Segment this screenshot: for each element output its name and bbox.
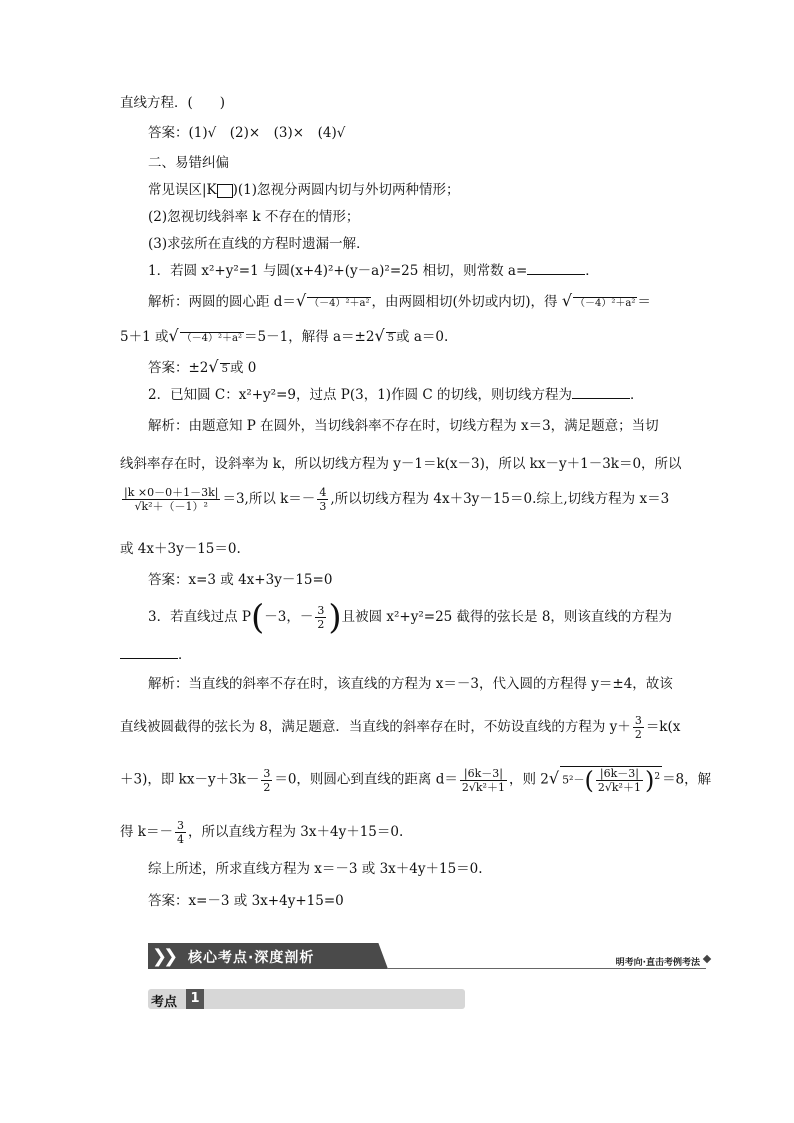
fraction: $\frac{3}{2}$ (317, 604, 325, 631)
solution-3-line: 解析：当直线的斜率不存在时，该直线的方程为 x＝－3，代入圆的方程得 y＝±4，故该 (148, 676, 673, 692)
solution-3-line: 直线被圆截得的弦长为 8，满足题意．当直线的斜率存在时，不妨设直线的方程为 y＋ $\frac{3}{2}$ ＝k(x (120, 714, 681, 741)
answer-line: 答案：(1)√ (2)× (3)× (4)√ (148, 125, 346, 141)
kaodian-number: 1 (186, 989, 204, 1009)
diamond-icon (703, 955, 711, 963)
text-line: 直线方程．( ) (120, 95, 226, 111)
solution-2-line: 或 4x＋3y－15＝0. (120, 541, 241, 557)
fraction: $\frac{|6k-3|}{\text{2√k²＋1}}$ (597, 767, 641, 794)
solution-3-line: ＋3)，即 kx－y＋3k－ $\frac{3}{2}$ ＝0，则圆心到直线的距离 d＝ $\frac{|6k-3|}{\text{2√k²＋1}}$ ，则 2√ 5²－( $\frac{|6k-3|}{\text{2√k²＋1}}$ )$^2$ ＝8，解 (120, 766, 712, 795)
kaodian-label: 考点 (151, 995, 178, 1010)
solution-3-line: 得 k＝－ $\frac{3}{4}$ ，所以直线方程为 3x＋4y＋15＝0. (120, 819, 404, 846)
broken-image-icon (217, 184, 233, 198)
answer-line: 答案：x=－3 或 3x+4y+15=0 (148, 893, 344, 909)
solution-1-line: 解析：两圆的圆心距 d＝√ （－4）²＋a² ，由两圆相切(外切或内切)，得 √ （－4）²＋a² ＝ (148, 291, 651, 310)
fraction: $\frac{|k \times 0-0+1-3k|}{\text{√k²＋（－1）²}}$ (124, 486, 219, 513)
fraction: $\frac{|6k-3|}{\text{2√k²＋1}}$ (461, 766, 505, 794)
banner-title: 核心考点·深度剖析 (188, 950, 315, 966)
banner-subtitle: 明考向·直击考例考法 (615, 958, 700, 968)
text-line: (2)忽视切线斜率 k 不存在的情形； (148, 209, 360, 225)
solution-2-line: 线斜率存在时，设斜率为 k，所以切线方程为 y－1＝k(x－3)，所以 kx－y＋1－3k＝0，所以 (120, 456, 682, 472)
solution-1-line: 5＋1 或√ （－4）²＋a² ＝5－1，解得 a＝±2√ 5 或 a＝0. (120, 326, 449, 345)
summary-line: 综上所述，所求直线方程为 x＝－3 或 3x＋4y＋15＝0. (148, 861, 483, 877)
answer-line: 答案：x=3 或 4x+3y－15=0 (148, 572, 333, 588)
text-line: 常见误区|K )(1)忽视分两圆内切与外切两种情形； (148, 182, 460, 198)
kaodian-header (148, 989, 465, 1009)
chevron-icon: ❯❯ (152, 946, 175, 967)
section-banner (148, 940, 710, 972)
question-3: ． (120, 646, 192, 664)
fraction: $\frac{4}{3}$ (319, 486, 327, 513)
fraction: $\frac{3}{2}$ (263, 766, 271, 794)
answer-line: 答案：±2√ 5 或 0 (148, 357, 257, 376)
text-line: (3)求弦所在直线的方程时遗漏一解． (148, 236, 370, 252)
question-2: 2．已知圆 C：x²+y²=9，过点 P(3，1)作圆 C 的切线，则切线方程为 ． (148, 387, 644, 403)
answer-blank (120, 646, 178, 659)
solution-2-line: 解析：由题意知 P 在圆外，当切线斜率不存在时，切线方程为 x＝3，满足题意；当切 (148, 418, 659, 434)
fraction: $\frac{3}{4}$ (176, 819, 184, 846)
question-1: 1．若圆 x²+y²=1 与圆(x+4)²+(y－a)²=25 相切，则常数 a= ． (148, 263, 599, 279)
answer-blank (572, 386, 630, 399)
fraction: $\frac{3}{2}$ (634, 714, 642, 741)
question-3: 3．若直线过点 P(－3，－ $\frac{3}{2}$ )且被圆 x²+y²=25 截得的弦长是 8，则该直线的方程为 (148, 597, 672, 638)
solution-2-line: $\frac{|k \times 0-0+1-3k|}{\text{√k²＋（－1）²}}$ ＝3,所以 k＝－ $\frac{4}{3}$ ,所以切线方程为 4x＋3y－15＝0.综上,切线方程为 x＝3 (124, 486, 670, 513)
divider (388, 968, 706, 969)
section-heading: 二、易错纠偏 (148, 155, 229, 171)
answer-blank (527, 262, 585, 275)
